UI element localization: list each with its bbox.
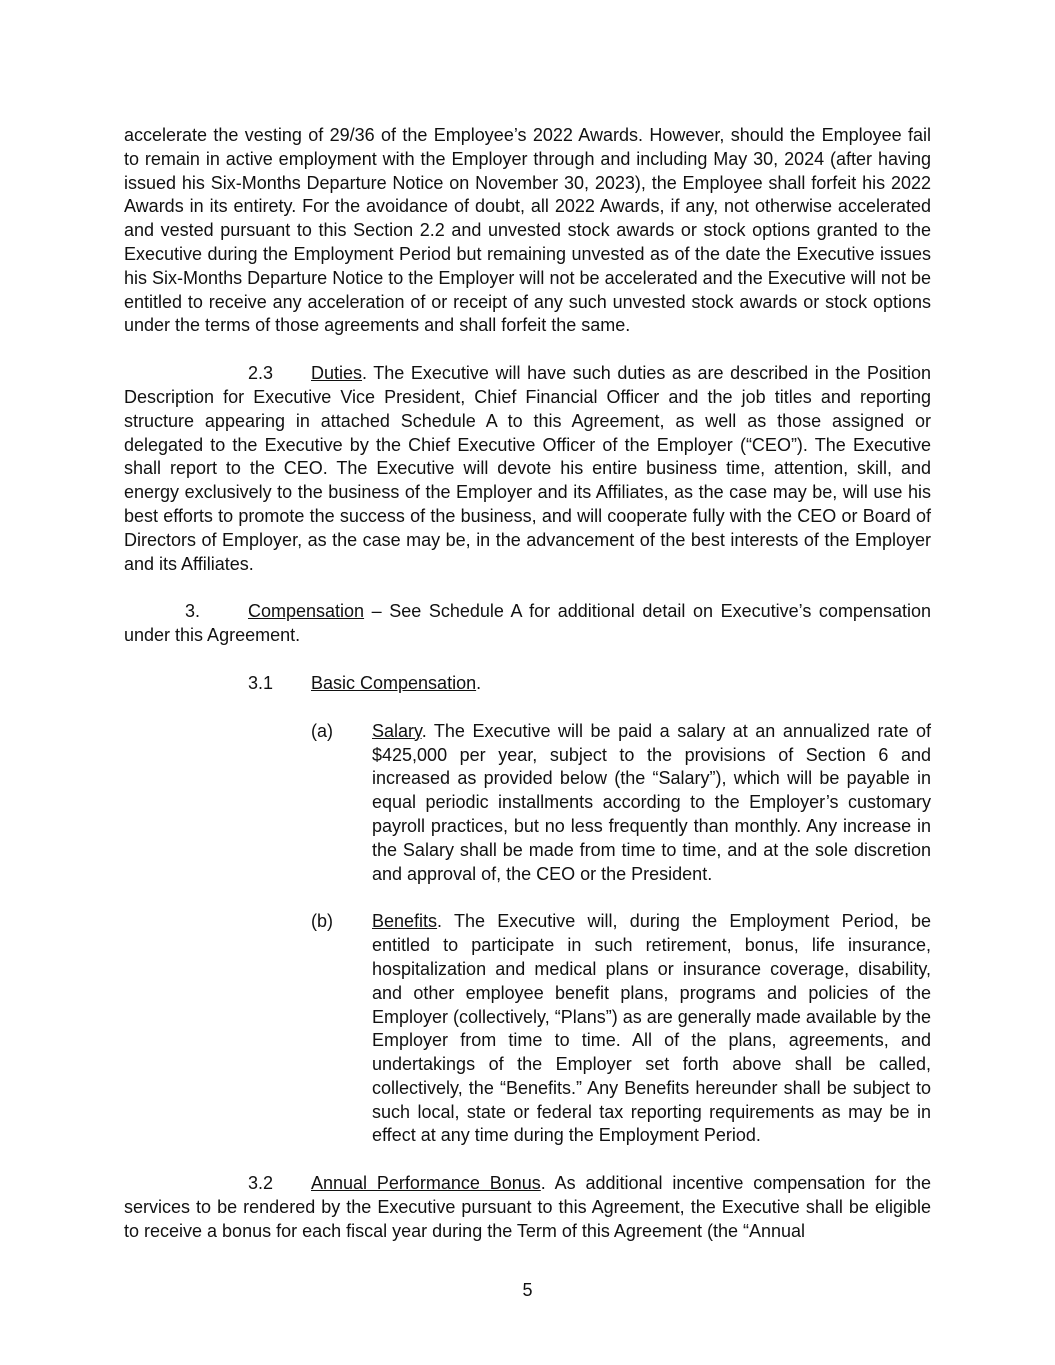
- paragraph-continuation: accelerate the vesting of 29/36 of the Employee’s 2022 Awards. However, should the Employee fail to remain in active employment with the Employer through and including May 30, 2024 (after having issued his Six-Months Departure Notice on November 30, 2023), the Employee shall forfeit his 2022 Awards in its entirety. For the avoidance of doubt, all 2022 Awards, if any, not otherwise accelerated and vested pursuant to this Section 2.2 and unvested stock awards or stock options granted to the Executive during the Employment Period but remaining unvested as of the date the Executive issues his Six-Months Departure Notice to the Employer will not be accelerated and the Executive will not be entitled to receive any acceleration of or receipt of any such unvested stock awards or stock options under the terms of those agreements and shall forfeit the same.: [124, 125, 931, 336]
- section-body: . The Executive will have such duties as are described in the Position Description for Executive Vice President, Chief Financial Officer and the job titles and reporting structure appearing in attached Schedule A to this Agreement, as well as those assigned or delegated to the Executive by the Chief Executive Officer of the Employer (“CEO”). The Executive shall report to the CEO. The Executive will devote his entire business time, attention, skill, and energy exclusively to the business of the Employer and its Affiliates, as the case may be, will use his best efforts to promote the success of the business, and will cooperate fully with the CEO or Board of Directors of Employer, as the case may be, in the advancement of the best interests of the Employer and its Affiliates.: [124, 363, 931, 574]
- section-heading: Annual Performance Bonus: [311, 1173, 541, 1194]
- item-label: (b): [311, 911, 333, 932]
- item-label: (a): [311, 720, 333, 741]
- item-a-salary: [311, 720, 931, 887]
- section-body: . As additional incentive compensation for the services to be rendered by the Executive pursuant to this Agreement, the Executive shall be eligible to receive a bonus for each fiscal year during the Term of this Agreement (the “Annual: [124, 1173, 931, 1241]
- section-number: 3.: [185, 601, 201, 622]
- item-b-benefits: [311, 910, 931, 1148]
- item-text: [372, 720, 931, 887]
- section-3-1-basic-compensation: [248, 672, 931, 696]
- section-number: 3.2: [248, 1173, 274, 1194]
- section-number: 3.1: [248, 672, 274, 693]
- section-2-3-duties: [124, 362, 931, 576]
- section-suffix: .: [476, 672, 482, 693]
- section-body: – See Schedule A for additional detail on Executive’s compensation under this Agreement.: [124, 601, 931, 646]
- item-heading: Benefits: [372, 911, 438, 932]
- item-body: . The Executive will be paid a salary at an annualized rate of $425,000 per year, subject to the provisions of Section 6 and increased as provided below (the “Salary”), which will be payable in equal periodic installments according to the Employer’s customary payroll practices, but no less frequently than monthly. Any increase in the Salary shall be made from time to time, and at the sole discretion and approval of, the CEO or the President.: [372, 720, 931, 884]
- document-page: [124, 124, 931, 1244]
- section-3-2-annual-bonus: [124, 1172, 931, 1243]
- item-heading: Salary: [372, 720, 422, 741]
- section-heading: Compensation: [248, 601, 365, 622]
- item-text: [372, 910, 931, 1148]
- section-heading: Duties: [311, 363, 363, 384]
- section-heading: Basic Compensation: [311, 672, 477, 693]
- section-number: 2.3: [248, 363, 274, 384]
- item-body: . The Executive will, during the Employment Period, be entitled to participate in such retirement, bonus, life insurance, hospitalization and medical plans or insurance coverage, disability, and other employee benefit plans, programs and policies of the Employer (collectively, “Plans”) as are generally made available by the Employer from time to time. All of the plans, agreements, and undertakings of the Employer set forth above shall be called, collectively, the “Benefits.” Any Benefits hereunder shall be subject to such local, state or federal tax reporting requirements as may be in effect at any time during the Employment Period.: [372, 911, 931, 1146]
- section-3-compensation: [124, 600, 931, 648]
- page-number: 5: [522, 1280, 533, 1300]
